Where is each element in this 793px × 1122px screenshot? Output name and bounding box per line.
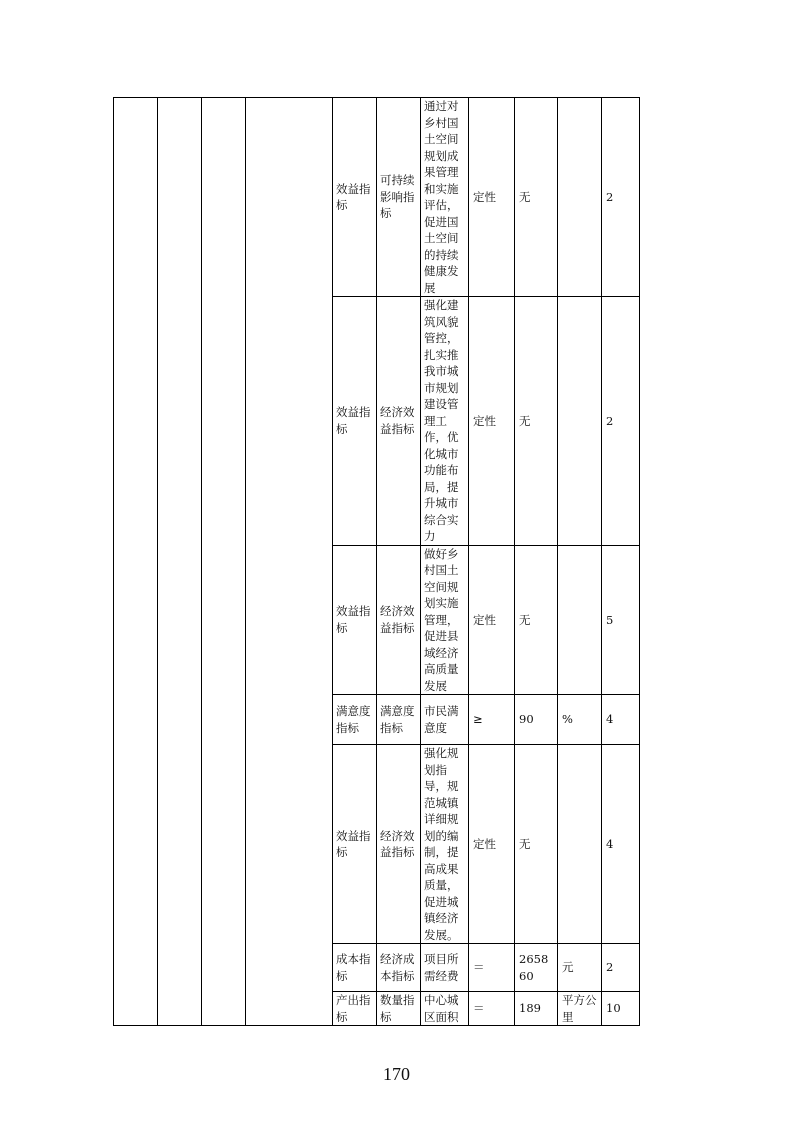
indicator-content: 通过对乡村国土空间规划成果管理和实施评估，促进国土空间的持续健康发展 [421,98,469,297]
merged-empty-cell [158,98,202,1026]
table-row [114,98,640,297]
indicator-score: 4 [602,695,640,745]
indicator-unit: 元 [558,944,602,992]
indicator-score: 2 [602,98,640,297]
level2-indicator: 满意度指标 [377,695,421,745]
indicator-value: 无 [515,297,558,546]
indicator-nature: 定性 [469,297,515,546]
indicator-nature: 定性 [469,545,515,695]
merged-empty-cell [114,98,158,1026]
indicator-unit: 平方公里 [558,992,602,1026]
performance-indicator-table [113,97,640,1026]
merged-empty-cell [246,98,333,1026]
merged-empty-cell [202,98,246,1026]
indicator-content: 做好乡村国土空间规划实施管理，促进县域经济高质量发展 [421,545,469,695]
level2-indicator: 可持续影响指标 [377,98,421,297]
indicator-nature: ＝ [469,944,515,992]
page-number: 170 [383,1064,410,1084]
level2-indicator: 经济效益指标 [377,297,421,546]
indicator-nature: ＝ [469,992,515,1026]
indicator-content: 市民满意度 [421,695,469,745]
indicator-score: 4 [602,745,640,944]
level2-indicator: 数量指标 [377,992,421,1026]
level1-indicator: 效益指标 [333,297,377,546]
indicator-score: 5 [602,545,640,695]
indicator-unit: % [558,695,602,745]
indicator-value: 无 [515,98,558,297]
indicator-nature: 定性 [469,745,515,944]
level1-indicator: 产出指标 [333,992,377,1026]
indicator-score: 2 [602,944,640,992]
level1-indicator: 效益指标 [333,98,377,297]
indicator-unit [558,545,602,695]
indicator-score: 2 [602,297,640,546]
indicator-value: 90 [515,695,558,745]
indicator-score: 10 [602,992,640,1026]
indicator-unit [558,98,602,297]
indicator-unit [558,297,602,546]
indicator-value: 无 [515,545,558,695]
indicator-nature: ≥ [469,695,515,745]
level1-indicator: 满意度指标 [333,695,377,745]
indicator-nature: 定性 [469,98,515,297]
level2-indicator: 经济效益指标 [377,545,421,695]
indicator-unit [558,745,602,944]
level1-indicator: 效益指标 [333,745,377,944]
level1-indicator: 成本指标 [333,944,377,992]
indicator-value: 265860 [515,944,558,992]
indicator-content: 中心城区面积 [421,992,469,1026]
indicator-content: 项目所需经费 [421,944,469,992]
level2-indicator: 经济效益指标 [377,745,421,944]
indicator-value: 189 [515,992,558,1026]
indicator-value: 无 [515,745,558,944]
level1-indicator: 效益指标 [333,545,377,695]
level2-indicator: 经济成本指标 [377,944,421,992]
indicator-content: 强化规划指导，规范城镇详细规划的编制，提高成果质量，促进城镇经济发展。 [421,745,469,944]
indicator-content: 强化建筑风貌管控，扎实推我市城市规划建设管理工作，优化城市功能布局，提升城市综合实力 [421,297,469,546]
